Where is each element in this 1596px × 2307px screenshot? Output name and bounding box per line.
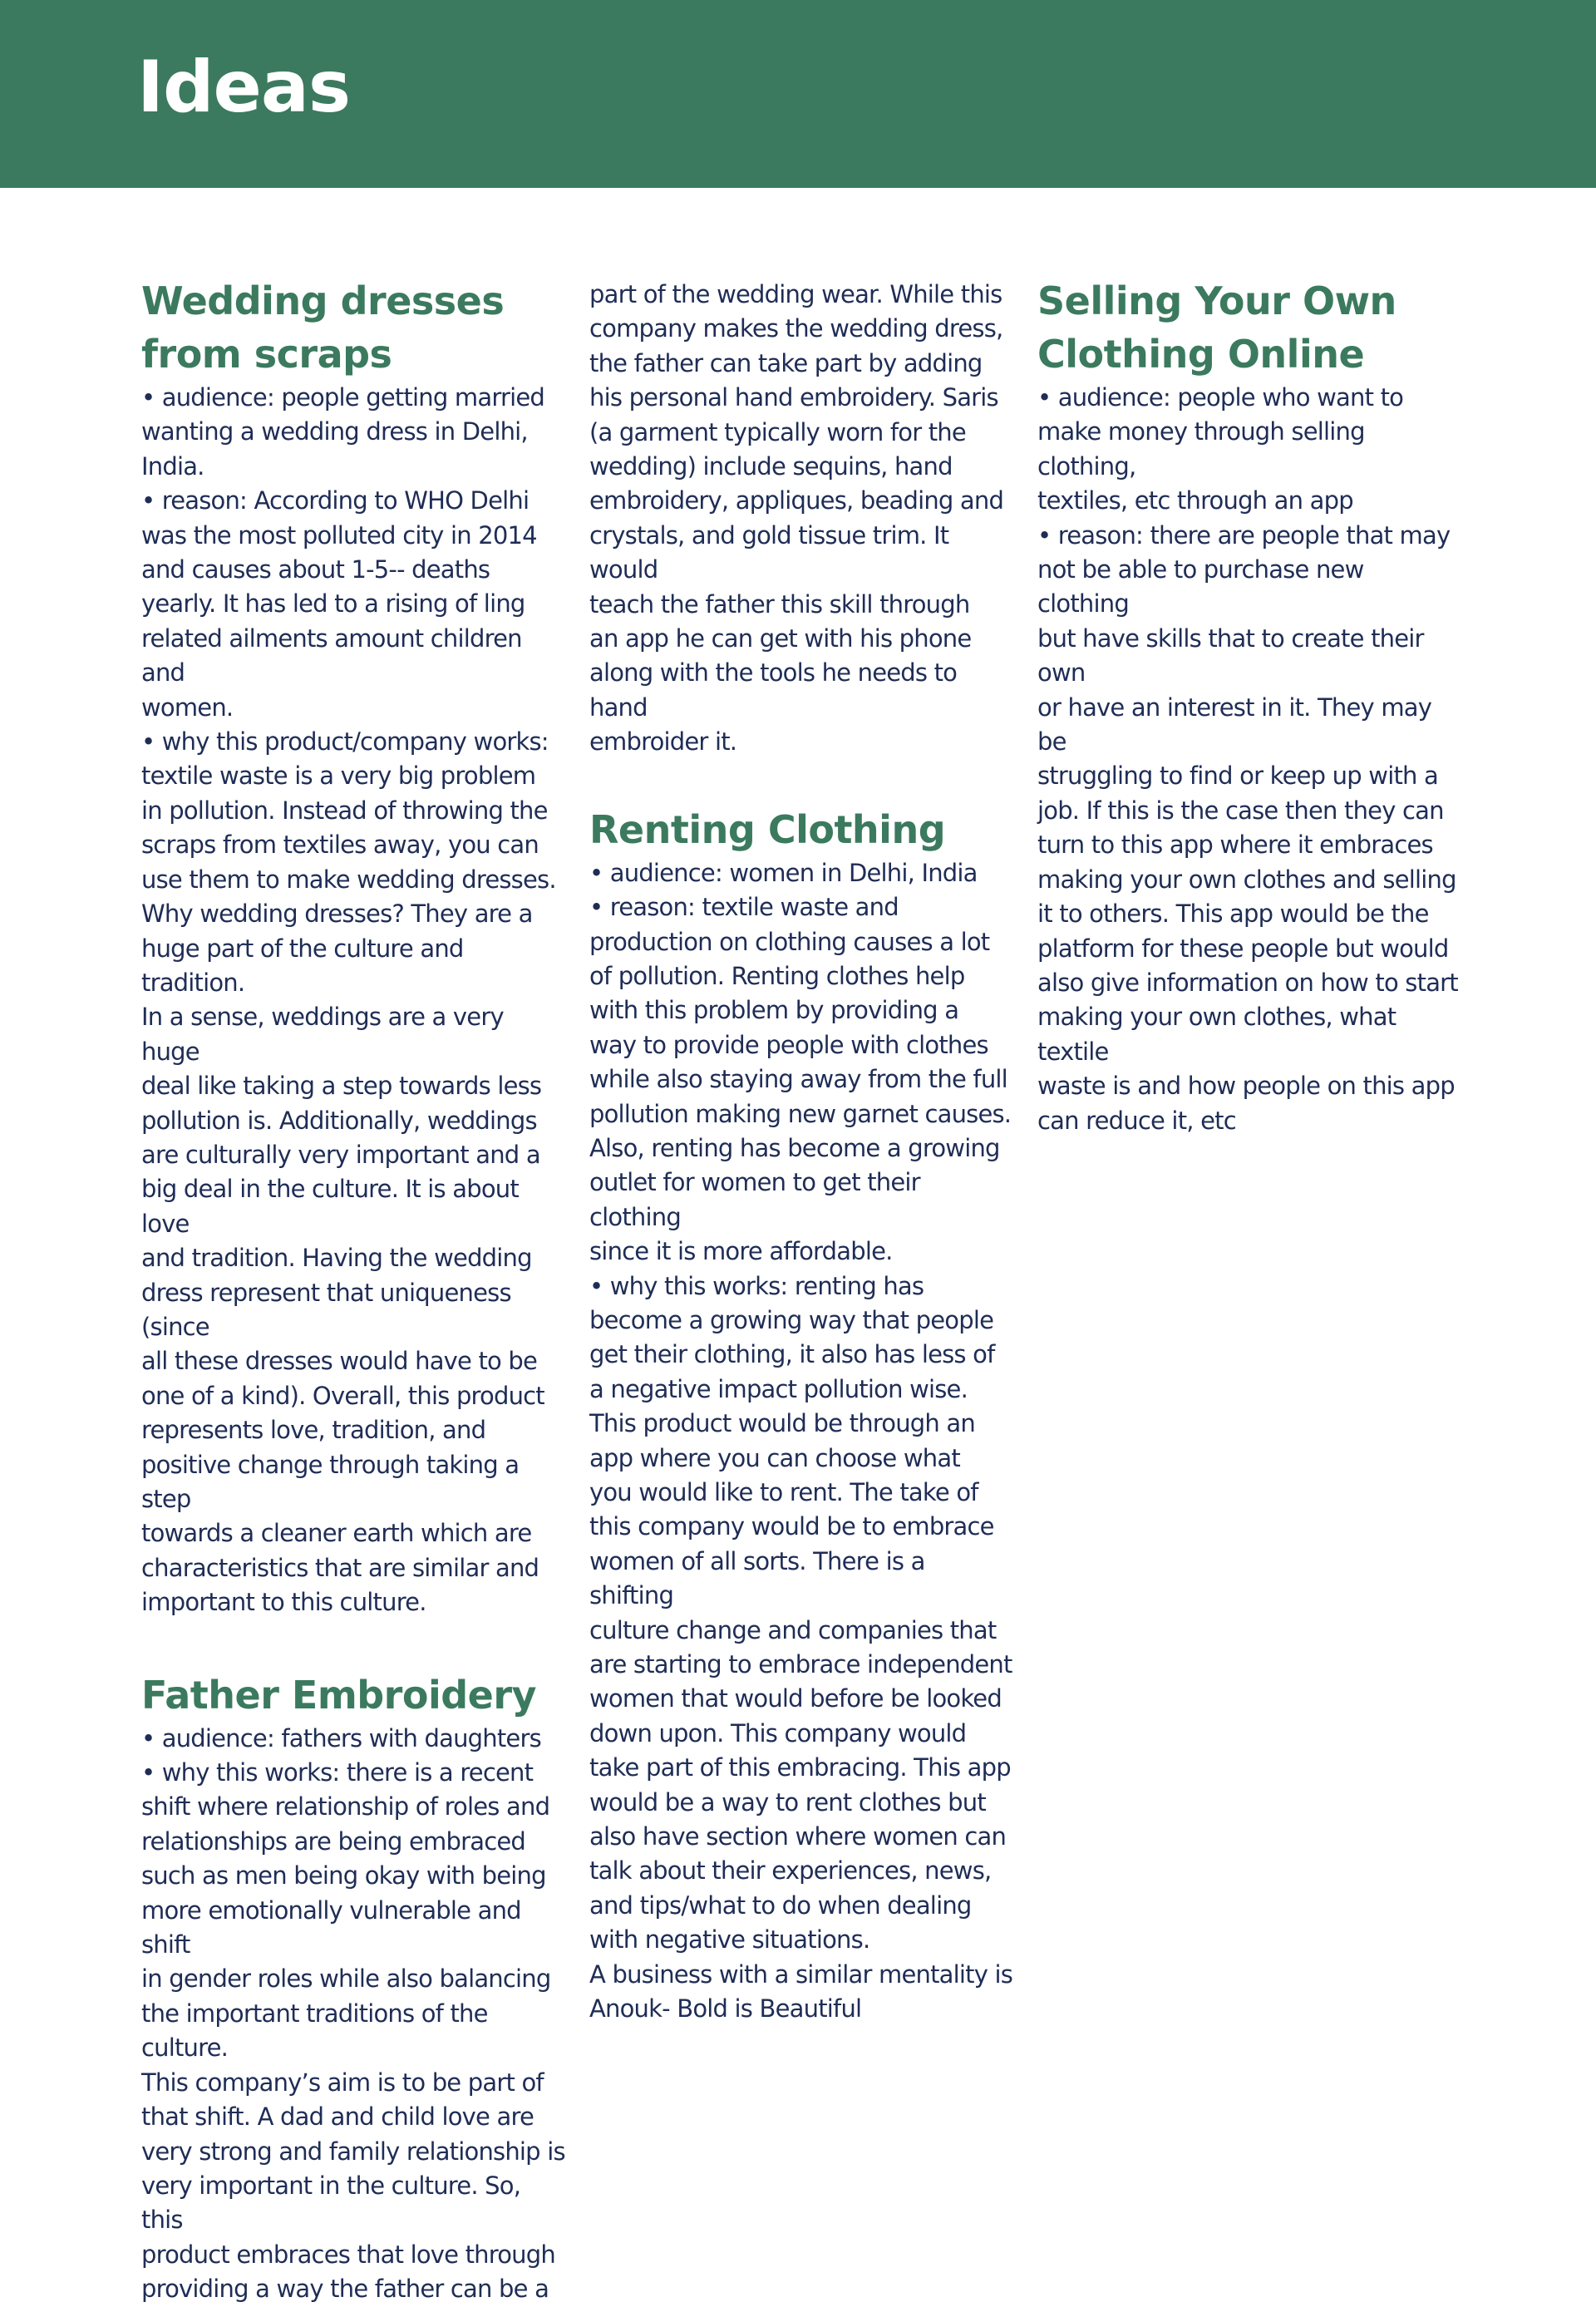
section-body-father-embroidery-continued: part of the wedding wear. While this company makes the wedding dress, the father can take part by adding his personal hand embroidery. Saris (a garment typically worn for the wedding) include sequins, hand embroidery, appliques, beading and crystals, and gold tissue trim. It would teach the father this skill through an app he can get with his phone along with the tools he needs to hand embroider it. <box>589 280 1004 757</box>
column-middle <box>589 278 1013 2027</box>
section-body-father-embroidery: • audience: fathers with daughters • why this works: there is a recent shift where relationship of roles and relationships are being embraced such as men being okay with being more emotionally vulnerable and shift in gender roles while also balancing the important traditions of the culture. This company’s aim is to be part of that shift. A dad and child love are very strong and family relationship is very important in the culture. So, this product embraces that love through providing a way the father can be a <box>141 1723 565 2304</box>
section-title-selling-clothing-online: Selling Your Own Clothing Online <box>1037 279 1396 377</box>
page-title: Ideas <box>137 46 351 129</box>
column-left <box>141 274 565 2307</box>
section-title-wedding-dresses: Wedding dresses from scraps <box>141 279 505 377</box>
section-body-selling-clothing-online: • audience: people who want to make money through selling clothing, textiles, etc through an app • reason: there are people that may not be able to purchase new clothing but have skills that to create their own or have an interest in it. They may be struggling to find or keep up with a job. If this is the case then they can turn to this app where it embraces making your own clothes and selling it to others. This app would be the platform for these people but would also give information on how to start making your own clothes, what textile waste is and how people on this app can reduce it, etc <box>1037 383 1458 1135</box>
section-title-father-embroidery: Father Embroidery <box>141 1672 537 1718</box>
page-header <box>0 0 1596 188</box>
column-right <box>1037 274 1461 1138</box>
section-body-wedding-dresses: • audience: people getting married wanting a wedding dress in Delhi, India. • reason: According to WHO Delhi was the most polluted city in 2014 and causes about 1-5-- deaths yearly. It has led to a rising of ling related ailments amount children and women. • why this product/company works: textile waste is a very big problem in pollution. Instead of throwing the scraps from textiles away, you can use them to make wedding dresses. Why wedding dresses? They are a huge part of the culture and tradition. In a sense, weddings are a very huge deal like taking a step towards less pollution is. Additionally, weddings are culturally very important and a big deal in the culture. It is about love and tradition. Having the wedding dress represent that uniqueness (since all these dresses would have to be one of a kind). Overall, this product represents love, tradition, and positive change through taking a step towards a cleaner earth which are characteristics that are similar and important to this culture. <box>141 383 556 1617</box>
section-title-renting-clothing: Renting Clothing <box>589 806 946 852</box>
section-spacer <box>589 760 1013 803</box>
section-body-renting-clothing: • audience: women in Delhi, India • reason: textile waste and production on clothing causes a lot of pollution. Renting clothes help with this problem by providing a way to provide people with clothes while also staying away from the full pollution making new garnet causes. Also, renting has become a growing outlet for women to get their clothing since it is more affordable. • why this works: renting has become a growing way that people get their clothing, it also has less of a negative impact pollution wise. This product would be through an app where you can choose what you would like to rent. The take of this company would be to embrace women of all sorts. There is a shifting culture change and companies that are starting to embrace independent women that would before be looked down upon. This company would take part of this embracing. This app would be a way to rent clothes but also have section where women can talk about their experiences, news, and tips/what to do when dealing with negative situations. A business with a similar mentality is Anouk- Bold is Beautiful <box>589 858 1013 2024</box>
section-spacer <box>141 1620 565 1669</box>
